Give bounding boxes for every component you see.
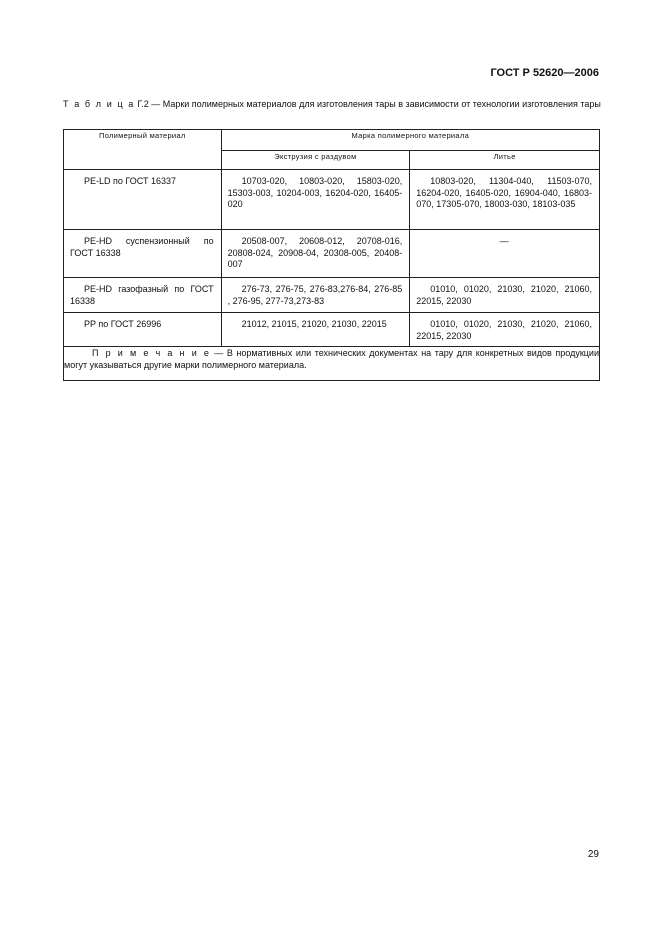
header-material: Полимерный материал	[64, 130, 222, 170]
casting-cell: 01010, 01020, 21030, 21020, 21060, 22015, 22030	[410, 313, 600, 347]
header-casting: Литье	[410, 151, 600, 170]
table-row	[64, 170, 600, 230]
header-grade-group: Марка полимерного материала	[221, 130, 599, 151]
material-cell: PP по ГОСТ 26996	[64, 313, 222, 347]
page-number: 29	[587, 849, 599, 860]
caption-number: Г.2	[137, 99, 149, 109]
header-extrusion: Экструзия с раздувом	[221, 151, 410, 170]
material-cell: PE-LD по ГОСТ 16337	[64, 170, 222, 230]
extrusion-cell: 21012, 21015, 21020, 21030, 22015	[221, 313, 410, 347]
table-note	[64, 347, 600, 381]
table-row	[64, 278, 600, 313]
material-cell: PE-HD суспензионный по ГОСТ 16338	[64, 230, 222, 278]
note-label: П р и м е ч а н и е	[92, 348, 211, 358]
document-standard-header: ГОСТ Р 52620—2006	[490, 67, 599, 79]
table-caption	[63, 98, 601, 110]
polymer-grades-table	[63, 129, 600, 381]
caption-text: — Марки полимерных материалов для изготовления тары в зависимости от технологии изготовления тары	[151, 99, 601, 109]
extrusion-cell: 10703-020, 10803-020, 15803-020, 15303-003, 10204-003, 16204-020, 16405-020	[221, 170, 410, 230]
extrusion-cell: 276-73, 276-75, 276-83,276-84, 276-85 , 276-95, 277-73,273-83	[221, 278, 410, 313]
table-note-row	[64, 347, 600, 381]
casting-cell: 01010, 01020, 21030, 21020, 21060, 22015, 22030	[410, 278, 600, 313]
table-row	[64, 313, 600, 347]
casting-cell: —	[410, 230, 600, 278]
casting-cell: 10803-020, 11304-040, 11503-070, 16204-020, 16405-020, 16904-040, 16803-070, 17305-070, 18003-030, 18103-035	[410, 170, 600, 230]
extrusion-cell: 20508-007, 20608-012, 20708-016, 20808-024, 20908-04, 20308-005, 20408-007	[221, 230, 410, 278]
note-text: — В нормативных или технических документах на тару для конкретных видов продукции могут указываться другие марки полимерного материала.	[64, 348, 599, 370]
table-row	[64, 230, 600, 278]
material-cell: PE-HD газофазный по ГОСТ 16338	[64, 278, 222, 313]
caption-prefix: Т а б л и ц а	[63, 99, 135, 109]
